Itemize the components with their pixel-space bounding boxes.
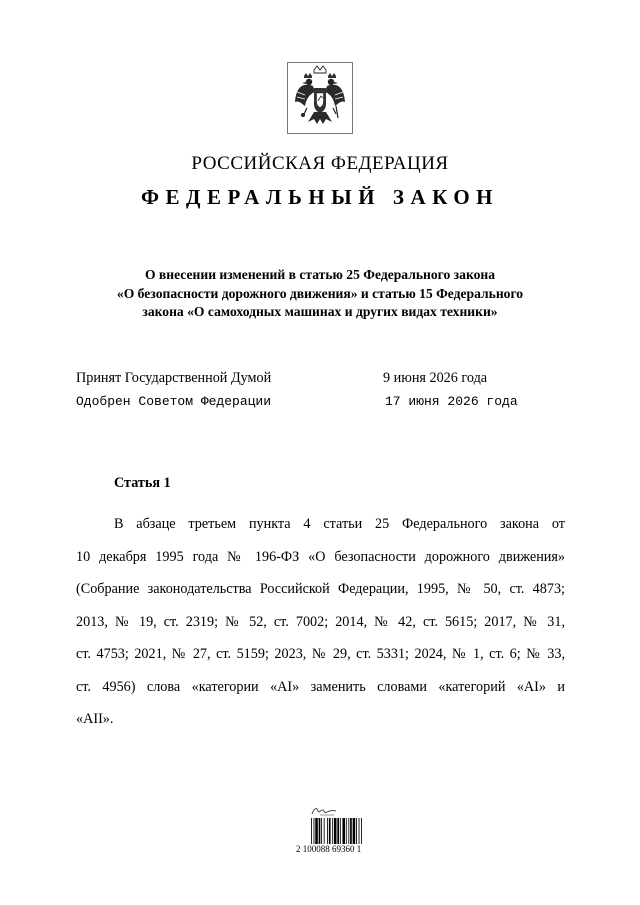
council-approval-label: Одобрен Советом Федерации (76, 394, 272, 409)
article-body-line: ст. 4956) слова «категории «AI» заменить словами «категорий «AI» и (76, 678, 565, 695)
duma-adoption-date: 9 июня 2026 года (383, 370, 488, 386)
article-body-line: (Собрание законодательства Российской Федерации, 1995, № 50, ст. 4873; (76, 581, 565, 597)
article-body-line: ст. 4753; 2021, № 27, ст. 5159; 2023, № 29, ст. 5331; 2024, № 1, ст. 6; № 33, (76, 646, 565, 662)
article-body-line: 2013, № 19, ст. 2319; № 52, ст. 7002; 2014, № 42, ст. 5615; 2017, № 31, (76, 613, 565, 630)
article-body (76, 508, 565, 736)
barcode-icon (310, 818, 380, 844)
duma-adoption-label: Принят Государственной Думой (76, 370, 272, 386)
article-heading: Статья 1 (114, 475, 171, 491)
council-approval-date: 17 июня 2026 года (385, 394, 518, 409)
document-type: ФЕДЕРАЛЬНЫЙ ЗАКОН (141, 185, 499, 209)
handwritten-initials-icon (310, 805, 340, 817)
barcode-number: 2 100088 69360 1 (296, 844, 362, 854)
article-body-line: 10 декабря 1995 года № 196-ФЗ «О безопасности дорожного движения» (76, 548, 565, 565)
country-name: РОССИЙСКАЯ ФЕДЕРАЦИЯ (191, 153, 449, 174)
document-barcode-block (296, 805, 396, 855)
coat-of-arms-emblem-icon (287, 62, 353, 134)
law-title-line: «О безопасности дорожного движения» и статью 15 Федерального (116, 285, 524, 301)
law-title (60, 266, 580, 322)
article-body-line: В абзаце третьем пункта 4 статьи 25 Федерального закона от (114, 516, 565, 532)
article-body-line: «AII». (76, 711, 114, 727)
law-title-line: О внесении изменений в статью 25 Федерального закона (144, 267, 496, 282)
law-title-line: закона «О самоходных машинах и других видах техники» (142, 304, 498, 319)
